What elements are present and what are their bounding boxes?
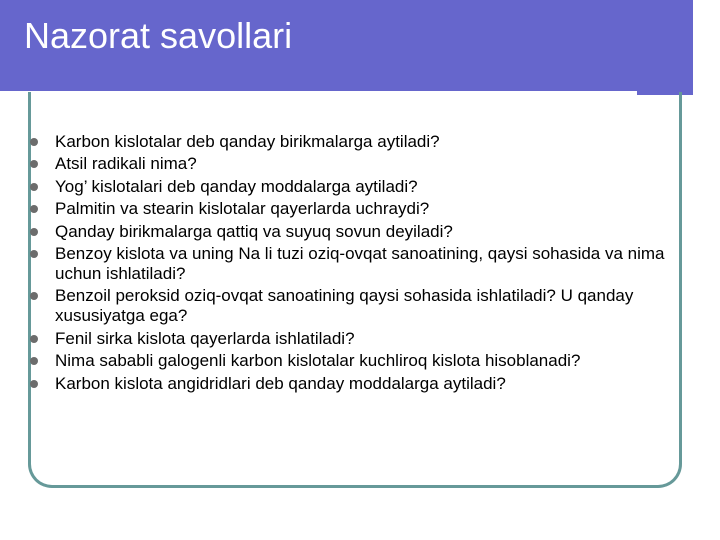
bullet-icon [30,183,38,191]
question-list [30,132,680,396]
bullet-icon [30,160,38,168]
list-item-text: Karbon kislotalar deb qanday birikmalarga aytiladi? [55,132,440,151]
list-item [30,222,680,242]
list-item [30,244,680,284]
bullet-icon [30,357,38,365]
bullet-icon [30,380,38,388]
list-item [30,199,680,219]
bullet-icon [30,138,38,146]
bullet-icon [30,335,38,343]
list-item [30,286,680,326]
list-item [30,329,680,349]
list-item [30,351,680,371]
bullet-icon [30,228,38,236]
list-item-text: Palmitin va stearin kislotalar qayerlarda uchraydi? [55,199,430,219]
list-item-text: Atsil radikali nima? [55,154,197,174]
list-item [30,132,680,152]
list-item-text: Benzoy kislota va uning Na li tuzi oziq-ovqat sanoatining, qaysi sohasida va nima uchun ishlatiladi? [55,243,665,283]
bullet-icon [30,205,38,213]
list-item-text: Karbon kislota angidridlari deb qanday moddalarga aytiladi? [55,373,506,393]
list-item [30,177,680,197]
list-item-text: Fenil sirka kislota qayerlarda ishlatiladi? [55,328,355,348]
bullet-icon [30,292,38,300]
list-item-text: Yog’ kislotalari deb qanday moddalarga aytiladi? [55,176,418,196]
list-item-text: Nima sababli galogenli karbon kislotalar kuchliroq kislota hisoblanadi? [55,351,581,371]
bullet-icon [30,250,38,258]
list-item-text: Benzoil peroksid oziq-ovqat sanoatining qaysi sohasida ishlatiladi? U qanday xususiyatga ega? [55,286,634,326]
slide-title: Nazorat savollari [24,15,293,56]
list-item [30,154,680,174]
list-item [30,374,680,394]
list-item-text: Qanday birikmalarga qattiq va suyuq sovun deyiladi? [55,221,453,241]
